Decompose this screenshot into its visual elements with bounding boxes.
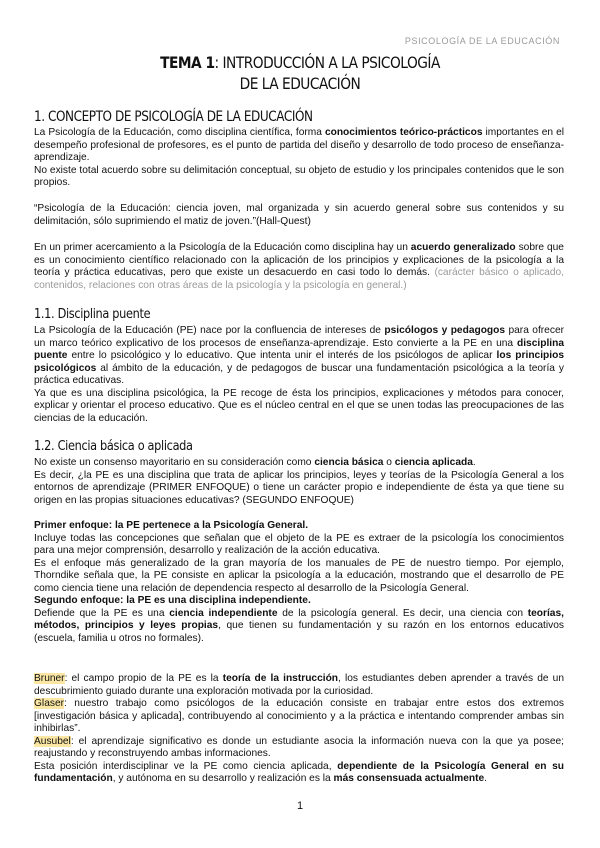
section-1-1-body: [34, 325, 564, 425]
ausubel-paragraph: Ausubel: el aprendizaje significativo es donde un estudiante asocia la información nueva con la que ya posee; reajustando y reconstruyendo ambas informaciones.: [34, 735, 564, 759]
section-1-1-paragraph-2: Ya que es una disciplina psicológica, la PE recoge de ésta los principios, explicaciones y métodos para conocer, explicar y orientar el proceso educativo. Que es el núcleo central en el que se unen todas las preocupaciones de las ciencias de la educación.: [34, 387, 564, 424]
enfoque-1-paragraph-2: Es el enfoque más generalizado de la gran mayoría de los manuales de PE de nuestro tiempo. Por ejemplo, Thorndike señala que, la PE consiste en aplicar la psicología a la educación, mostrando que el desarrollo de PE como ciencia tiene una relación de dependencia respecto al desarrollo de la Psicología General.: [34, 557, 564, 594]
section-1-2-paragraph-2: Es decir, ¿la PE es una disciplina que trata de aplicar los principios, leyes y teorías de la Psicología General a los entornos de aprendizaje (PRIMER ENFOQUE) o tiene un carácter propio e independiente de ésta ya que tiene su origen en las propias situaciones educativas? (SEGUNDO ENFOQUE): [34, 469, 564, 506]
page-number: 1: [296, 800, 304, 812]
glaser-paragraph: Glaser: nuestro trabajo como psicólogos de la educación consiste en trabajar entre estos dos extremos [investigación básica y aplicada], contribuyendo al conocimiento y a la práctica e intentando comprender ambas sin inhibirlas”.: [34, 698, 564, 734]
section-1-paragraph-2: No existe total acuerdo sobre su delimitación conceptual, su objeto de estudio y los principales contenidos que le son propios.: [34, 164, 564, 188]
title-line-1: : INTRODUCCIÓN A LA PSICOLOGÍA: [214, 53, 440, 72]
enfoque-1-title: Primer enfoque: la PE pertenece a la Psicología General.: [34, 520, 309, 531]
grey-aside: (carácter básico o aplicado, contenidos, relaciones con otras áreas de la psicología y la psicología en general.): [34, 267, 565, 291]
ausubel-highlight: Ausubel: [34, 735, 71, 747]
enfoque-2-paragraph: Defiende que la PE es una ciencia independiente de la psicología general. Es decir, una ciencia con teorías, métodos, principios y leyes propias, que tienen su fundamentación y su razón en los entornos educativos (escuela, familia u otros no formales).: [34, 607, 564, 644]
bruner-highlight: Bruner: [34, 673, 65, 684]
page-title: [42, 52, 558, 94]
section-1-paragraph-1: La Psicología de la Educación, como disciplina científica, forma conocimientos teórico-prácticos importantes en el desempeño profesional de profesores, es el punto de partida del diseño y desarrollo de todo proceso de enseñanza-aprendizaje.: [34, 127, 565, 163]
section-1-2-paragraph-1: No existe un consenso mayoritario en su consideración como ciencia básica o ciencia aplicada.: [34, 457, 476, 468]
bruner-paragraph: Bruner: el campo propio de la PE es la teoría de la instrucción, los estudiantes deben aprender a través de un descubrimiento guiado durante una exploración motivada por la curiosidad.: [34, 673, 564, 697]
title-line-2: DE LA EDUCACIÓN: [239, 74, 361, 93]
section-1-2-intro: [34, 457, 564, 507]
section-1-paragraph-3: En un primer acercamiento a la Psicología de la Educación como disciplina hay un acuerdo generalizado sobre que es un conocimiento científico relacionado con la aplicación de los principios y explicaciones de la psicología a la teoría y práctica educativas, pero que existe un desacuerdo en casi todo lo demás. (carácter básico o aplicado, contenidos, relaciones con otras áreas de la psicología y la psicología en general.): [34, 242, 565, 291]
enfoques-block: [34, 520, 564, 645]
authors-block: [34, 673, 564, 786]
running-header: PSICOLOGÍA DE LA EDUCACIÓN: [404, 36, 560, 46]
enfoque-2-title: Segundo enfoque: la PE es una disciplina independiente.: [34, 595, 311, 606]
section-1-1-heading: 1.1. Disciplina puente: [34, 306, 151, 322]
section-1-2-heading: 1.2. Ciencia básica o aplicada: [34, 438, 193, 454]
glaser-highlight: Glaser: [34, 698, 65, 709]
enfoque-1-paragraph-1: Incluye todas las concepciones que señalan que el objeto de la PE es extraer de la psicología los conocimientos para una mejor comprensión, desarrollo y realización de la acción educativa.: [34, 532, 564, 556]
section-1-body: [34, 127, 564, 190]
final-paragraph: Esta posición interdisciplinar ve la PE como ciencia aplicada, dependiente de la Psicología General en su fundamentación, y autónoma en su desarrollo y realización es la más consensuada actualmente.: [34, 760, 564, 784]
title-prefix: TEMA 1: [160, 53, 215, 72]
hall-quest-quote: “Psicología de la Educación: ciencia joven, mal organizada y sin acuerdo general sobre sus contenidos y su delimitación, sólo suprimiendo el matiz de joven.”(Hall-Quest): [34, 203, 564, 227]
section-1-1-paragraph-1: La Psicología de la Educación (PE) nace por la confluencia de intereses de psicólogos y pedagogos para ofrecer un marco teórico explicativo de los procesos de enseñanza-aprendizaje. Esto convierte a la PE en una disciplina puente entre lo psicológico y lo educativo. Que intenta unir el interés de los psicólogos de aplicar los principios psicológicos al ámbito de la educación, y de pedagogos de buscar una fundamentación psicológica a la teoría y práctica educativas.: [34, 325, 565, 386]
section-1-heading: 1. CONCEPTO DE PSICOLOGÍA DE LA EDUCACIÓN: [34, 109, 313, 125]
